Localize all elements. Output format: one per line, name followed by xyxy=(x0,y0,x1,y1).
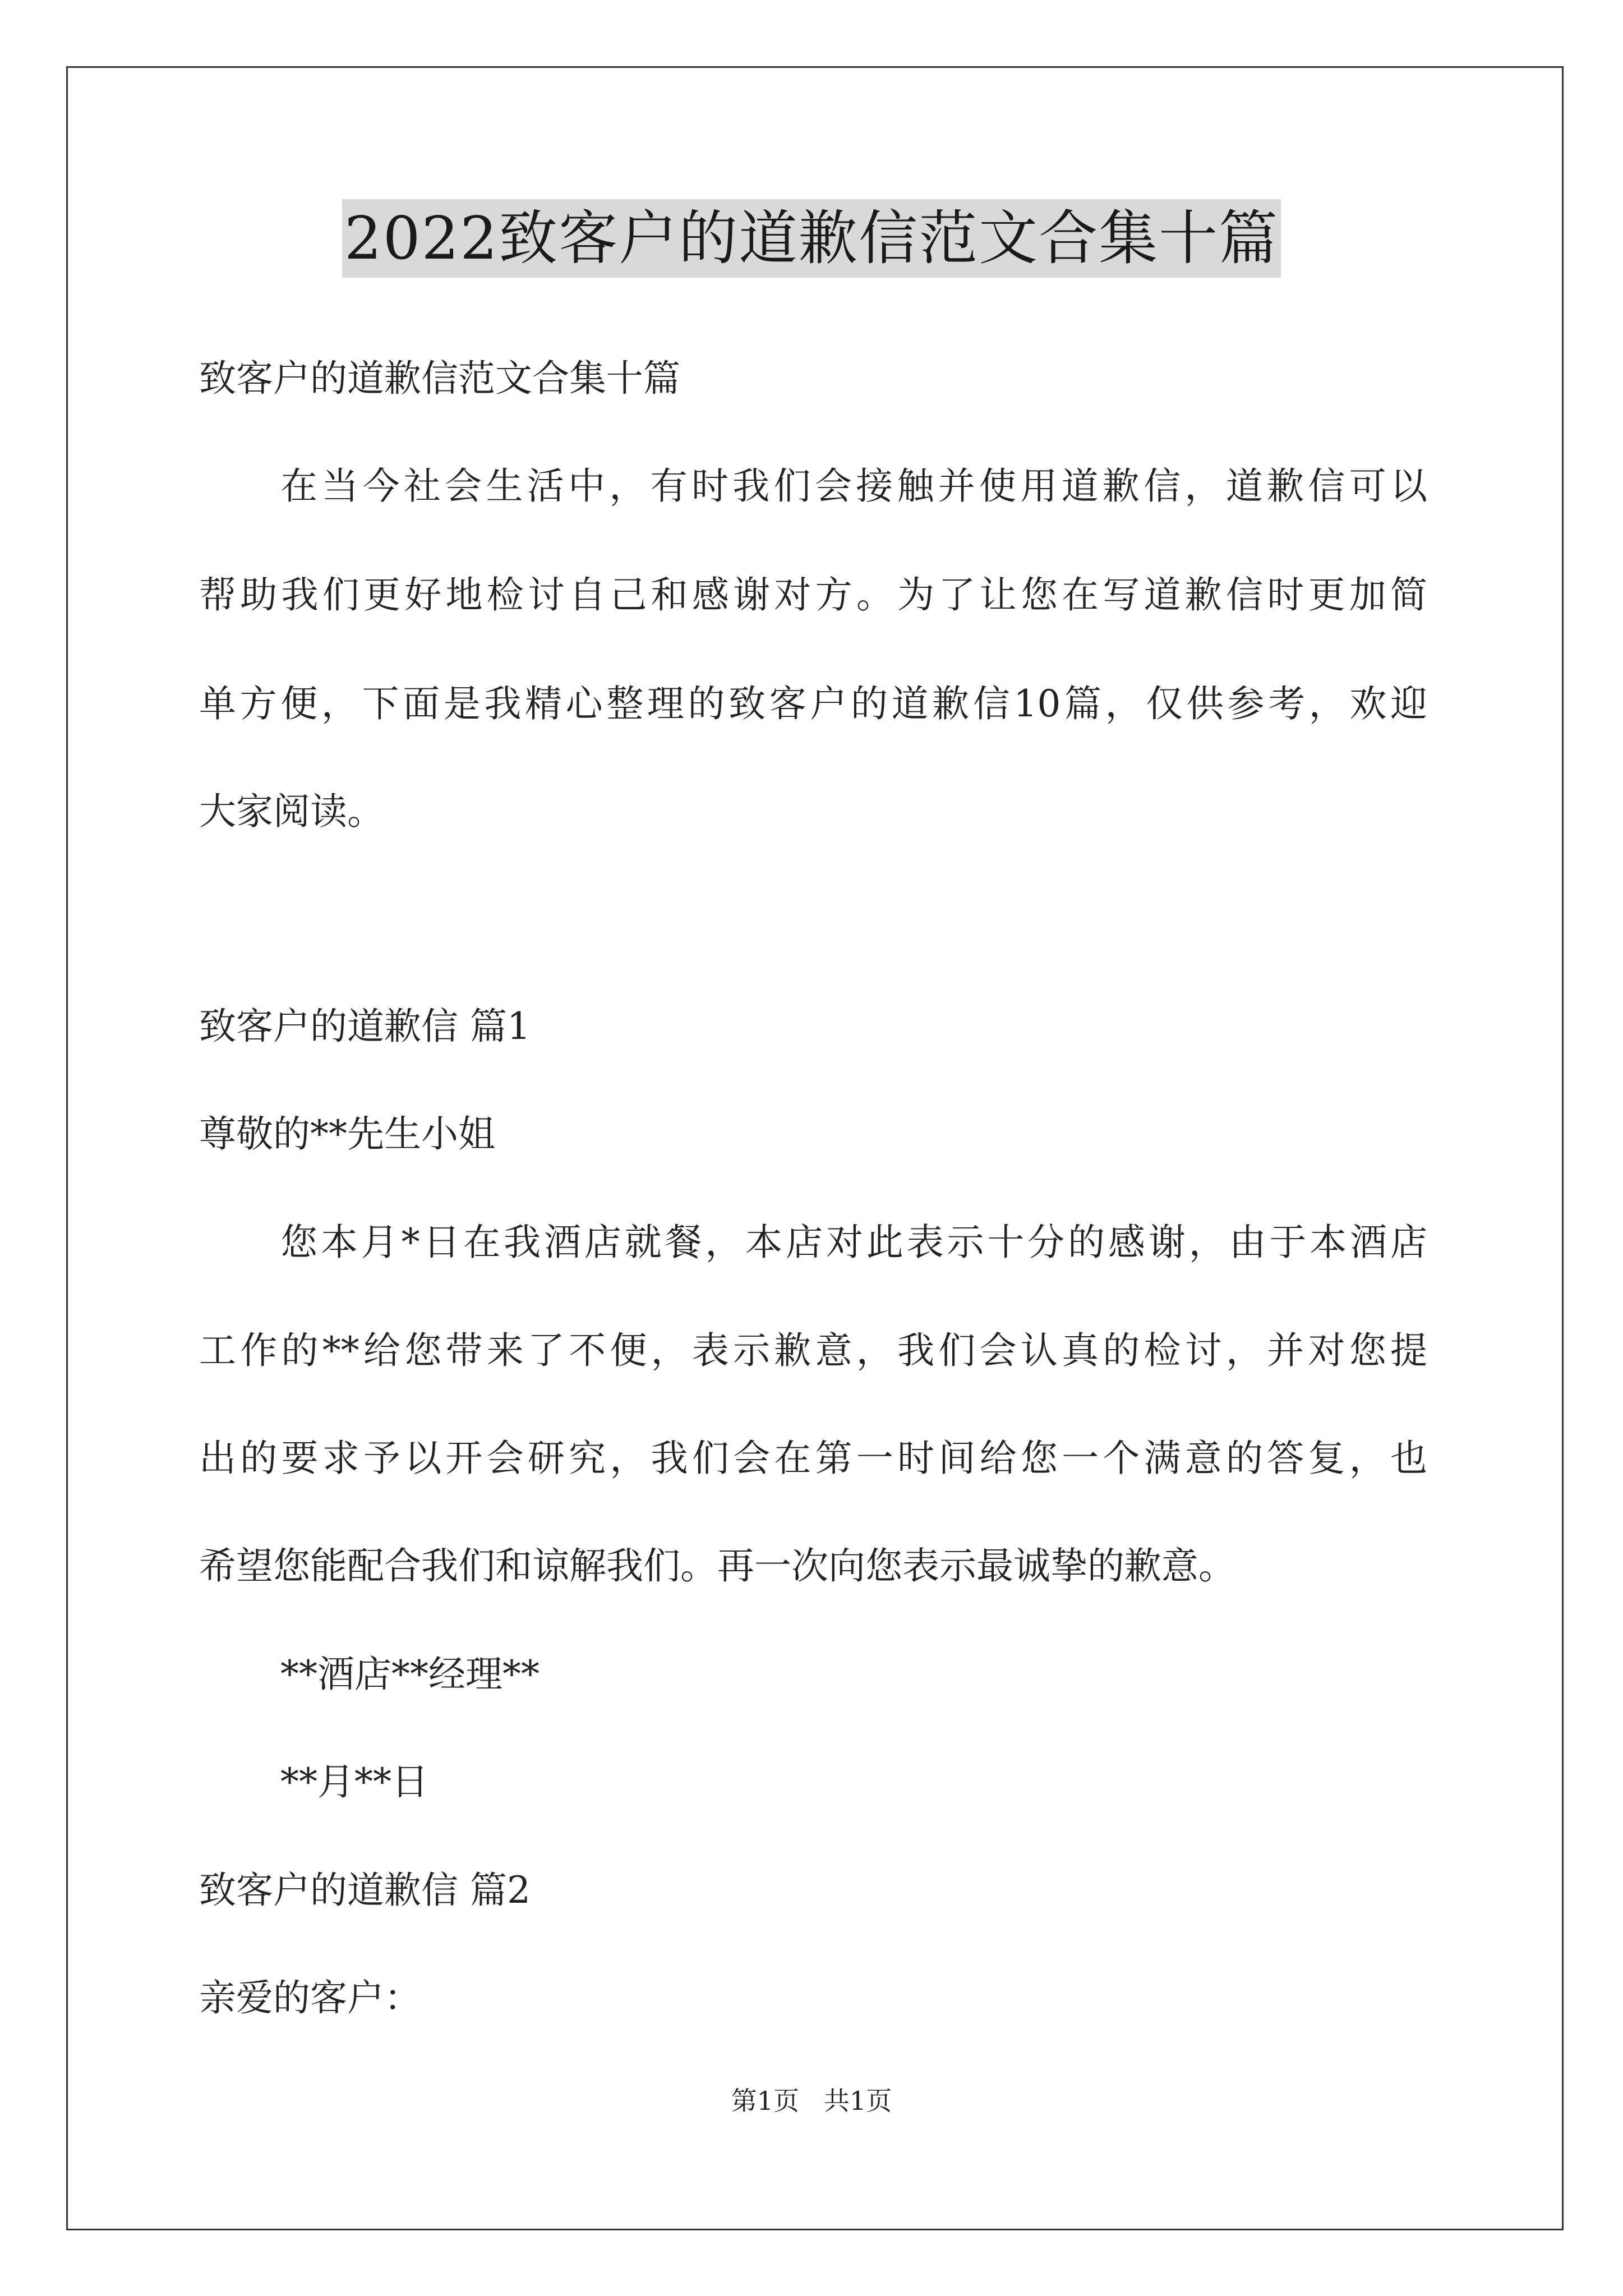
page-footer xyxy=(0,2084,1623,2118)
section1-body-line-4: 希望您能配合我们和谅解我们。再一次向您表示最诚挚的歉意。 xyxy=(199,1544,1235,1588)
document-title: 2022致客户的道歉信范文合集十篇 xyxy=(342,199,1281,278)
section2-heading: 致客户的道歉信 篇2 xyxy=(199,1869,531,1912)
section2-salutation: 亲爱的客户： xyxy=(199,1976,421,2019)
intro-line-4: 大家阅读。 xyxy=(199,790,384,833)
intro-line-2: 帮助我们更好地检讨自己和感谢对方。为了让您在写道歉信时更加简 xyxy=(199,573,1427,616)
page-number: 第1页 共1页 xyxy=(731,2086,892,2116)
section1-salutation: 尊敬的**先生小姐 xyxy=(199,1112,495,1156)
intro-line-1: 在当今社会生活中，有时我们会接触并使用道歉信，道歉信可以 xyxy=(280,464,1427,508)
section1-date: **月**日 xyxy=(280,1760,428,1803)
intro-line-3: 单方便，下面是我精心整理的致客户的道歉信10篇，仅供参考，欢迎 xyxy=(199,682,1427,725)
section1-body-line-2: 工作的**给您带来了不便，表示歉意，我们会认真的检讨，并对您提 xyxy=(199,1329,1427,1372)
section1-body-line-1: 您本月*日在我酒店就餐，本店对此表示十分的感谢，由于本酒店 xyxy=(280,1221,1427,1264)
section1-signature: **酒店**经理** xyxy=(280,1653,540,1696)
title-container xyxy=(0,199,1623,278)
section1-heading: 致客户的道歉信 篇1 xyxy=(199,1005,531,1048)
document-subtitle: 致客户的道歉信范文合集十篇 xyxy=(199,357,680,400)
section1-body-line-3: 出的要求予以开会研究，我们会在第一时间给您一个满意的答复，也 xyxy=(199,1437,1427,1480)
